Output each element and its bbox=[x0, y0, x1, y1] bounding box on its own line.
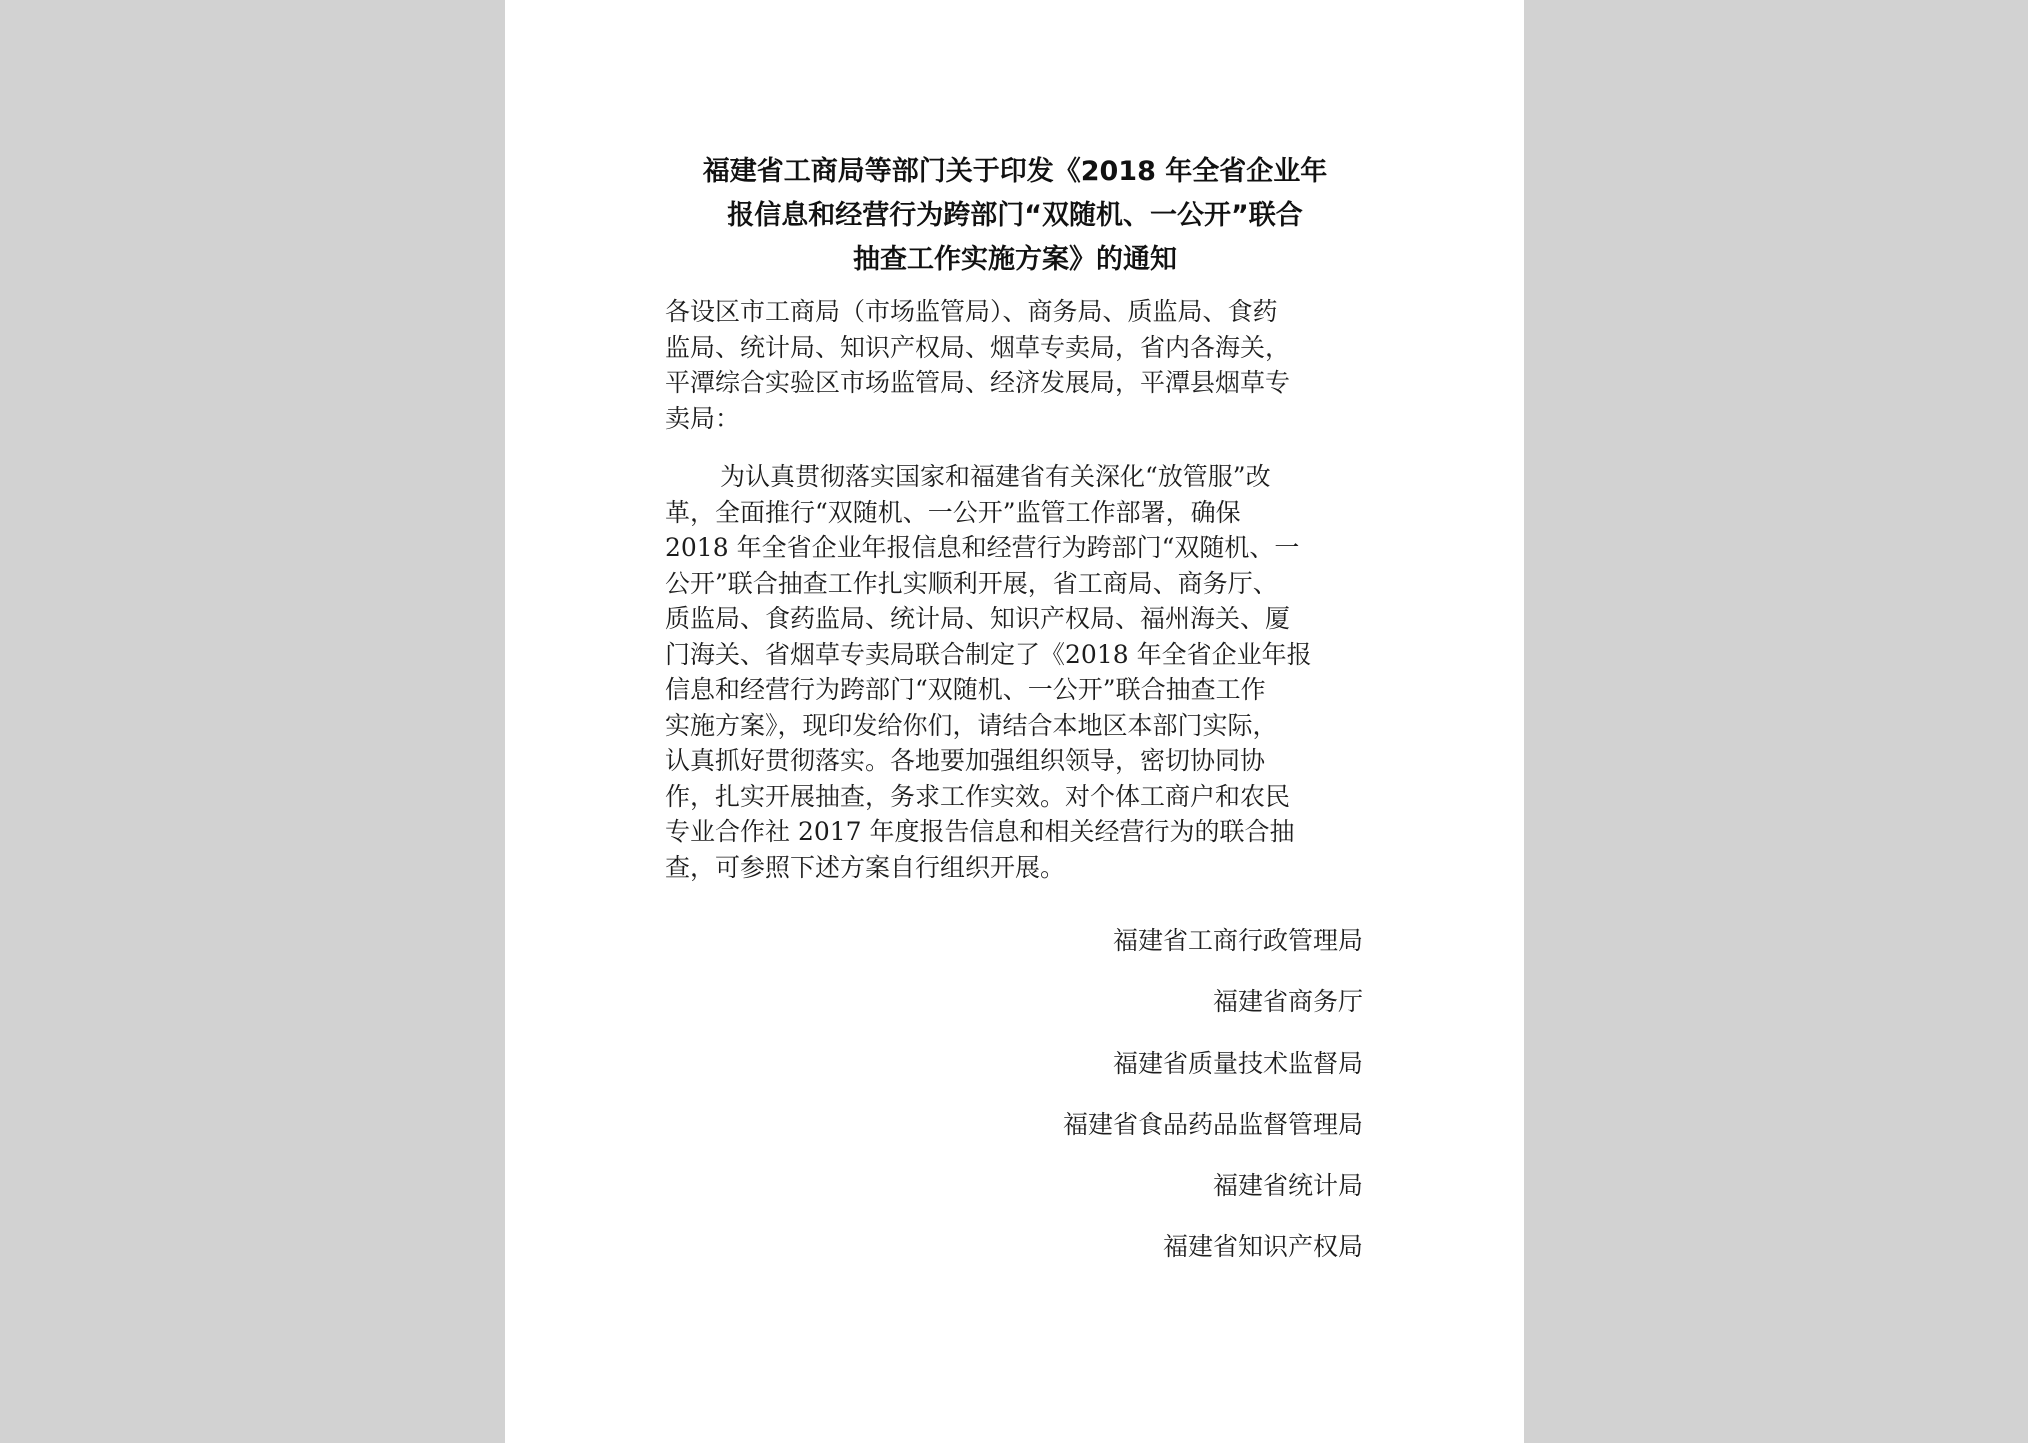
signatory: 福建省工商行政管理局 bbox=[1112, 926, 1363, 955]
body-line: 2018 年全省企业年报信息和经营行为跨部门“双随机、一 bbox=[665, 533, 1300, 562]
body-line: 门海关、省烟草专卖局联合制定了《2018 年全省企业年报 bbox=[665, 639, 1312, 669]
signatory: 福建省商务厅 bbox=[1212, 987, 1363, 1017]
body-line: 质监局、食药监局、统计局、知识产权局、福州海关、厦 bbox=[665, 604, 1291, 633]
addressee-paragraph bbox=[665, 294, 1365, 436]
body-paragraph bbox=[665, 459, 1365, 885]
body-line: 作，扎实开展抽查，务求工作实效。对个体工商户和农民 bbox=[665, 781, 1291, 811]
addressee-line: 卖局： bbox=[665, 403, 741, 433]
addressee-line: 平潭综合实验区市场监管局、经济发展局，平潭县烟草专 bbox=[665, 368, 1291, 397]
addressee-line: 监局、统计局、知识产权局、烟草专卖局，省内各海关， bbox=[665, 332, 1291, 362]
body-line: 为认真贯彻落实国家和福建省有关深化“放管服”改 bbox=[720, 462, 1271, 491]
title-line: 福建省工商局等部门关于印发《2018 年全省企业年 bbox=[702, 156, 1328, 187]
body-line: 革，全面推行“双随机、一公开”监管工作部署，确保 bbox=[665, 497, 1241, 527]
signatory: 福建省质量技术监督局 bbox=[1112, 1048, 1363, 1078]
body-line: 公开”联合抽查工作扎实顺利开展，省工商局、商务厅、 bbox=[665, 568, 1278, 598]
signatory: 福建省统计局 bbox=[1212, 1171, 1363, 1201]
signatory: 福建省食品药品监督管理局 bbox=[1062, 1109, 1363, 1139]
signatory-list bbox=[900, 910, 1363, 1278]
addressee-line: 各设区市工商局（市场监管局）、商务局、质监局、食药 bbox=[665, 297, 1278, 326]
title-line: 抽查工作实施方案》的通知 bbox=[853, 244, 1177, 275]
signatory: 福建省知识产权局 bbox=[1162, 1232, 1363, 1262]
body-line: 查，可参照下述方案自行组织开展。 bbox=[665, 852, 1066, 882]
document-title bbox=[665, 150, 1365, 282]
body-line: 实施方案》，现印发给你们，请结合本地区本部门实际， bbox=[665, 710, 1278, 740]
body-line: 信息和经营行为跨部门“双随机、一公开”联合抽查工作 bbox=[665, 675, 1266, 704]
body-line: 认真抓好贯彻落实。各地要加强组织领导，密切协同协 bbox=[665, 746, 1266, 775]
body-line: 专业合作社 2017 年度报告信息和相关经营行为的联合抽 bbox=[665, 817, 1295, 846]
title-line: 报信息和经营行为跨部门“双随机、一公开”联合 bbox=[727, 200, 1303, 231]
